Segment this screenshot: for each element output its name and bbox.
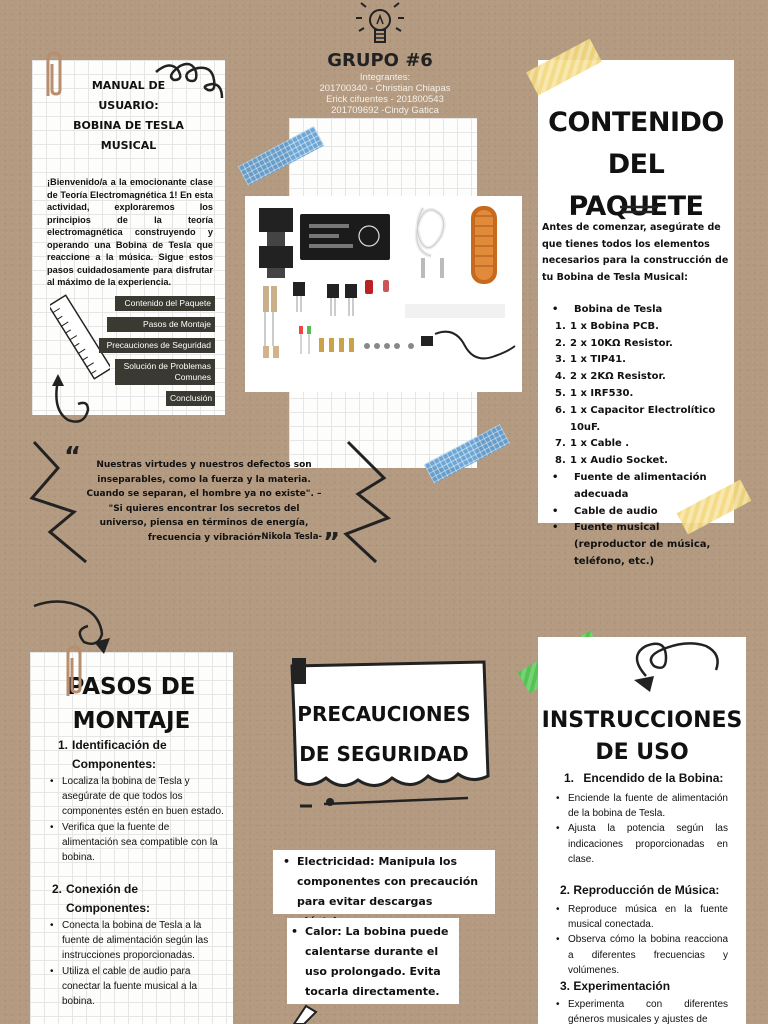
list-item: • Verifica que la fuente de alimentación sea compatible con la bobina. (48, 820, 228, 866)
member-2: Erick cifuentes - 201800543 (326, 94, 444, 105)
package-item-marker: 3. (555, 354, 566, 366)
step1-number: 1. (58, 738, 69, 752)
s2-list (554, 902, 728, 978)
package-item-text: 1 x Cable . (570, 438, 630, 450)
step1-heading (60, 736, 230, 774)
s3-title: Experimentación (573, 979, 671, 993)
precauciones-title (296, 694, 472, 774)
package-item-text: Fuente musical (reproductor de música, teléfono, etc.) (574, 522, 711, 567)
nav-conclusion-button[interactable]: Conclusión (166, 391, 215, 406)
loop-arrow-icon (626, 636, 726, 694)
step2-title: Componentes: (66, 901, 150, 915)
s2-heading (560, 883, 746, 897)
package-item-text: 1 x Capacitor Electrolítico 10uF. (570, 404, 716, 433)
paperclip-icon (38, 50, 68, 100)
s3-heading (560, 979, 746, 993)
package-item-marker: • (552, 304, 559, 315)
divider-icon (618, 204, 660, 216)
manual-title-line: BOBINA DE TESLA (73, 119, 184, 132)
instrucciones-card (538, 637, 746, 1024)
package-item-marker: 1. (555, 320, 566, 332)
package-item-text: 2 x 10KΩ Resistor. (570, 337, 673, 349)
package-item-marker: 5. (555, 387, 566, 399)
quote-author: -Nikola Tesla- (257, 532, 322, 542)
package-item-text: 1 x Audio Socket. (570, 455, 668, 467)
nav-contenido-button[interactable]: Contenido del Paquete (115, 296, 215, 311)
step2-number: 2. (52, 882, 63, 896)
instrucciones-title (538, 705, 746, 769)
step1-title: Identificación de (72, 738, 167, 752)
contenido-title-line: CONTENIDO (548, 107, 724, 138)
package-item-text: 1 x IRF530. (570, 387, 634, 399)
step2-title: Conexión de (66, 882, 139, 896)
package-item-marker: 6. (555, 404, 566, 416)
package-item-marker: 4. (555, 371, 566, 383)
calor-card (287, 918, 459, 1004)
contenido-list (548, 302, 734, 571)
package-item (548, 453, 734, 470)
package-item (548, 403, 734, 437)
list-item: • Localiza la bobina de Tesla y asegúrate de que todos los componentes estén en buen estado. (48, 774, 228, 820)
pasos-title-line: MONTAJE (72, 708, 191, 734)
list-item: • Enciende la fuente de alimentación de la bobina de Tesla. (554, 791, 728, 821)
zigzag-right-icon (340, 438, 402, 566)
instrucciones-title-line: INSTRUCCIONES (541, 708, 743, 733)
precauciones-title-line: PRECAUCIONES (297, 702, 471, 726)
list-item: • Utiliza el cable de audio para conectar la fuente musical a la bobina. (48, 964, 228, 1010)
close-quote-icon: ” (323, 528, 341, 558)
package-item (548, 352, 734, 369)
step1-list (48, 774, 228, 865)
package-item-text: Cable de audio (574, 505, 658, 517)
squiggle-icon (152, 58, 227, 106)
curly-arrow-icon (44, 370, 98, 430)
nav-problemas-button[interactable]: Solución de Problemas Comunes (115, 359, 215, 385)
manual-card (32, 60, 225, 415)
list-item: • Reproduce música en la fuente musical conectada. (554, 902, 728, 932)
package-item-marker: • (552, 505, 559, 517)
contenido-intro: Antes de comenzar, asegúrate de que tienes todos los elementos necesarios para la construcción de tu Bobina de Tesla Musical: (542, 222, 729, 283)
manual-title-line: MUSICAL (100, 139, 157, 152)
list-item: • Conecta la bobina de Tesla a la fuente de alimentación según las instrucciones proporcionadas. (48, 918, 228, 964)
contenido-card (538, 60, 734, 567)
package-item-marker: 8. (555, 455, 566, 467)
s1-title: Encendido de la Bobina: (583, 771, 724, 785)
package-item (548, 386, 734, 403)
calor-body: La bobina puede calentarse durante el uso prolongado. Evita tocarla directamente. (305, 925, 449, 998)
manual-title-line: USUARIO: (98, 99, 159, 112)
package-item (548, 336, 734, 353)
contenido-title-line: DEL PAQUETE (568, 149, 704, 222)
s2-number: 2. (560, 883, 571, 897)
step2-list (48, 918, 228, 1009)
lightbulb-icon (350, 2, 410, 52)
list-item: • Ajusta la potencia según las indicaciones proporcionadas en clase. (554, 821, 728, 867)
package-item (548, 436, 734, 453)
package-item (548, 302, 734, 319)
nav-montaje-button[interactable]: Pasos de Montaje (107, 317, 215, 332)
bullet: • (283, 855, 291, 868)
list-item: • Experimenta con diferentes géneros musicales y ajustes de (554, 997, 728, 1024)
s3-list (554, 997, 728, 1024)
list-item: • Observa cómo la bobina reacciona a diferentes frecuencias y volúmenes. (554, 932, 728, 978)
pasos-card (30, 652, 233, 1024)
package-item (548, 520, 734, 570)
open-quote-icon: “ (64, 442, 82, 472)
s1-heading (564, 771, 744, 785)
calor-text (291, 922, 459, 1002)
manual-title-line: MANUAL DE (91, 79, 166, 92)
electricidad-label: Electricidad: (297, 855, 375, 868)
s1-number: 1. (564, 771, 575, 785)
package-item-marker: 2. (555, 337, 566, 349)
bullet: • (291, 925, 299, 938)
package-item-text: 2 x 2KΩ Resistor. (570, 371, 666, 383)
curly-arrow-icon (30, 598, 114, 662)
member-1: 201700340 - Christian Chiapas (319, 83, 451, 94)
step2-heading (52, 880, 228, 918)
precauciones-title-line: DE SEGURIDAD (299, 742, 469, 766)
pasos-title-line: PASOS DE (67, 674, 196, 700)
step1-title: Componentes: (72, 757, 156, 771)
electricidad-card (273, 850, 495, 914)
s2-title: Reproducción de Música: (573, 883, 720, 897)
electricidad-body: Manipula los componentes con precaución para evitar descargas (297, 855, 479, 908)
package-item-text: 1 x TIP41. (570, 354, 626, 366)
tesla-quote: Nuestras virtudes y nuestros defectos son inseparables, como la fuerza y la materia. Cuando se separan, el hombre ya no existe". – "Si quieres encontrar los secretos del universo, piensa en términos de energía, frecuencia y vibración (86, 460, 322, 543)
calor-label: Calor: (305, 925, 342, 938)
s1-list (554, 791, 728, 867)
package-item-text: 1 x Bobina PCB. (570, 320, 659, 332)
product-photo (245, 196, 522, 392)
s3-number: 3. (560, 979, 571, 993)
members-block (290, 72, 480, 116)
instrucciones-title-line: DE USO (595, 740, 689, 765)
package-item-text: Bobina de Tesla (574, 304, 663, 315)
nav-seguridad-button[interactable]: Precauciones de Seguridad (99, 338, 215, 353)
package-item-marker: 7. (555, 438, 566, 450)
package-item (548, 369, 734, 386)
package-item (548, 319, 734, 336)
members-label: Integrantes: (359, 72, 411, 83)
member-3: 201709692 -Cindy Gatica (331, 105, 439, 116)
package-item-text: Fuente de alimentación adecuada (574, 471, 707, 500)
manual-intro: ¡Bienvenido/a a la emocionante clase de Teoría Electromagnética 1! En esta actividad, exploraremos los principios de la teoría electromagnética construyendo y operando una Bobina de Tesla que reaccione a la música. Sigue estos pasos cuidadosamente para disfrutar al máximo de la experiencia. (47, 177, 213, 287)
group-title: GRUPO #6 (327, 50, 433, 71)
package-item-marker: • (552, 471, 559, 483)
tesla-kit-photo (245, 196, 522, 392)
pencil-icon (290, 1002, 320, 1024)
ruler-icon (50, 292, 110, 382)
package-item-marker: • (552, 522, 559, 534)
